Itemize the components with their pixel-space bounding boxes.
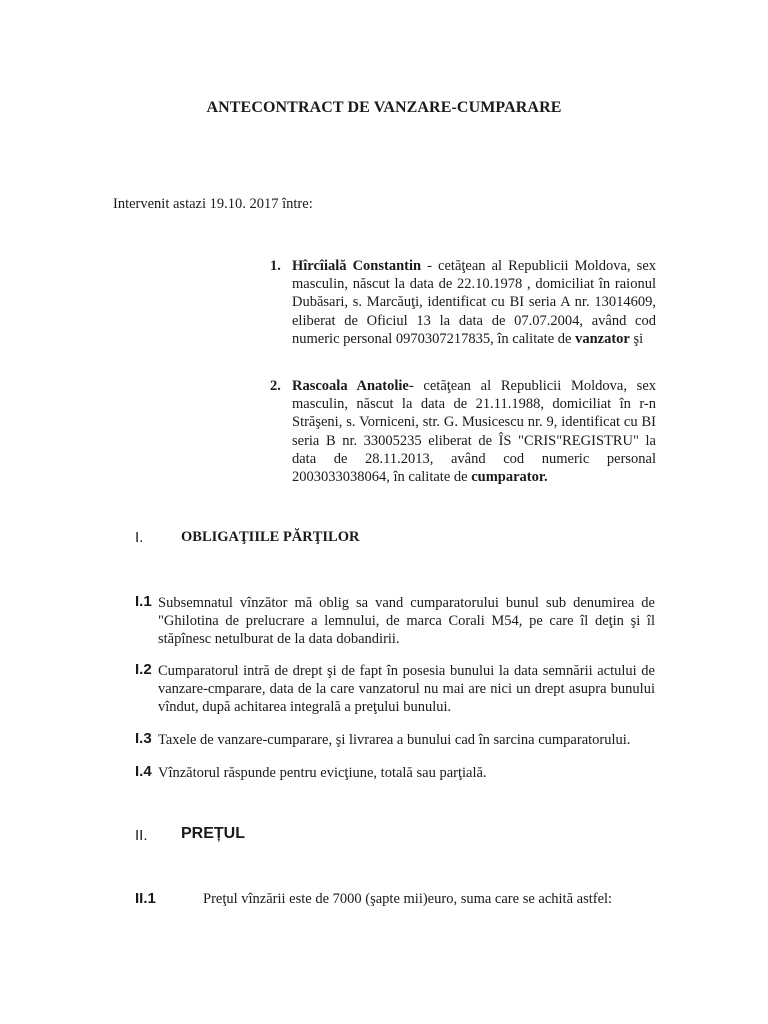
clause-item bbox=[135, 594, 655, 649]
party-number: 1. bbox=[270, 258, 281, 274]
party-role: vanzator bbox=[575, 330, 630, 347]
party-number: 2. bbox=[270, 378, 281, 394]
clause-item bbox=[135, 764, 655, 782]
party-text bbox=[292, 377, 656, 486]
clause-text: Taxele de vanzare-cumparare, şi livrarea a bunului cad în sarcina cumparatorului. bbox=[158, 732, 631, 748]
clause-item bbox=[135, 662, 655, 717]
party-name: Rascoala Anatolie bbox=[292, 378, 409, 394]
clause-text: Vînzătorul răspunde pentru evicţiune, totală sau parţială. bbox=[158, 765, 487, 781]
clause-number: II.1 bbox=[135, 890, 156, 907]
section-title: OBLIGAŢIILE PĂRŢILOR bbox=[181, 529, 360, 545]
clause-number: I.2 bbox=[135, 661, 152, 678]
clause-text: Preţul vînzării este de 7000 (şapte mii)euro, suma care se achită astfel: bbox=[203, 891, 613, 907]
intro-line: Intervenit astazi 19.10. 2017 între: bbox=[113, 196, 313, 212]
clause-number: I.3 bbox=[135, 730, 152, 747]
party-item-buyer bbox=[270, 377, 656, 486]
party-item-seller bbox=[270, 257, 656, 348]
document-title: ANTECONTRACT DE VANZARE-CUMPARARE bbox=[206, 99, 562, 116]
section-title: PREȚUL bbox=[181, 825, 245, 842]
party-details: - cetăţean al Republicii Moldova, sex masculin, născut la data de 21.11.1988, domiciliat în r-n Străşeni, s. Vorniceni, str. G. Musicescu nr. 9, identificat cu BI seria B nr. 33005235 eliberat de ÎS "CRIS"REGISTRU" la data de 28.11.2013, având cod numeric personal 2003033038064, în calitate de bbox=[292, 378, 657, 486]
party-name: Hîrcîială Constantin bbox=[292, 258, 422, 274]
party-text bbox=[292, 257, 656, 348]
clause-item bbox=[135, 731, 655, 749]
clause-text: Subsemnatul vînzător mă oblig sa vand cumparatorului bunul sub denumirea de "Ghilotina de prelucrare a lemnului, de marca Corali M54, pe care îl deţin şi îl stăpînesc netulburat de la data dobandirii. bbox=[158, 595, 655, 648]
party-role: cumparator. bbox=[471, 469, 548, 486]
party-tail: şi bbox=[629, 330, 644, 347]
party-details: - cetăţean al Republicii Moldova, sex masculin, născut la data de 22.10.1978 , domiciliat în raionul Dubăsari, s. Marcăuţi, identificat cu BI seria A nr. 13014609, eliberat de Oficiul 13 la data de 07.07.2004, având cod numeric personal 0970307217835, în calitate de bbox=[292, 258, 657, 347]
clause-number: I.4 bbox=[135, 763, 152, 780]
clause-text: Cumparatorul intră de drept şi de fapt în posesia bunului la data semnării actului de vanzare-cmparare, data de la care vanzatorul nu mai are nici un drept asupra bunului vîndut, după achitarea integrală a preţului bunului. bbox=[158, 663, 655, 716]
clause-number: I.1 bbox=[135, 593, 152, 610]
section-number: I. bbox=[135, 529, 144, 546]
section-number: II. bbox=[135, 827, 148, 844]
